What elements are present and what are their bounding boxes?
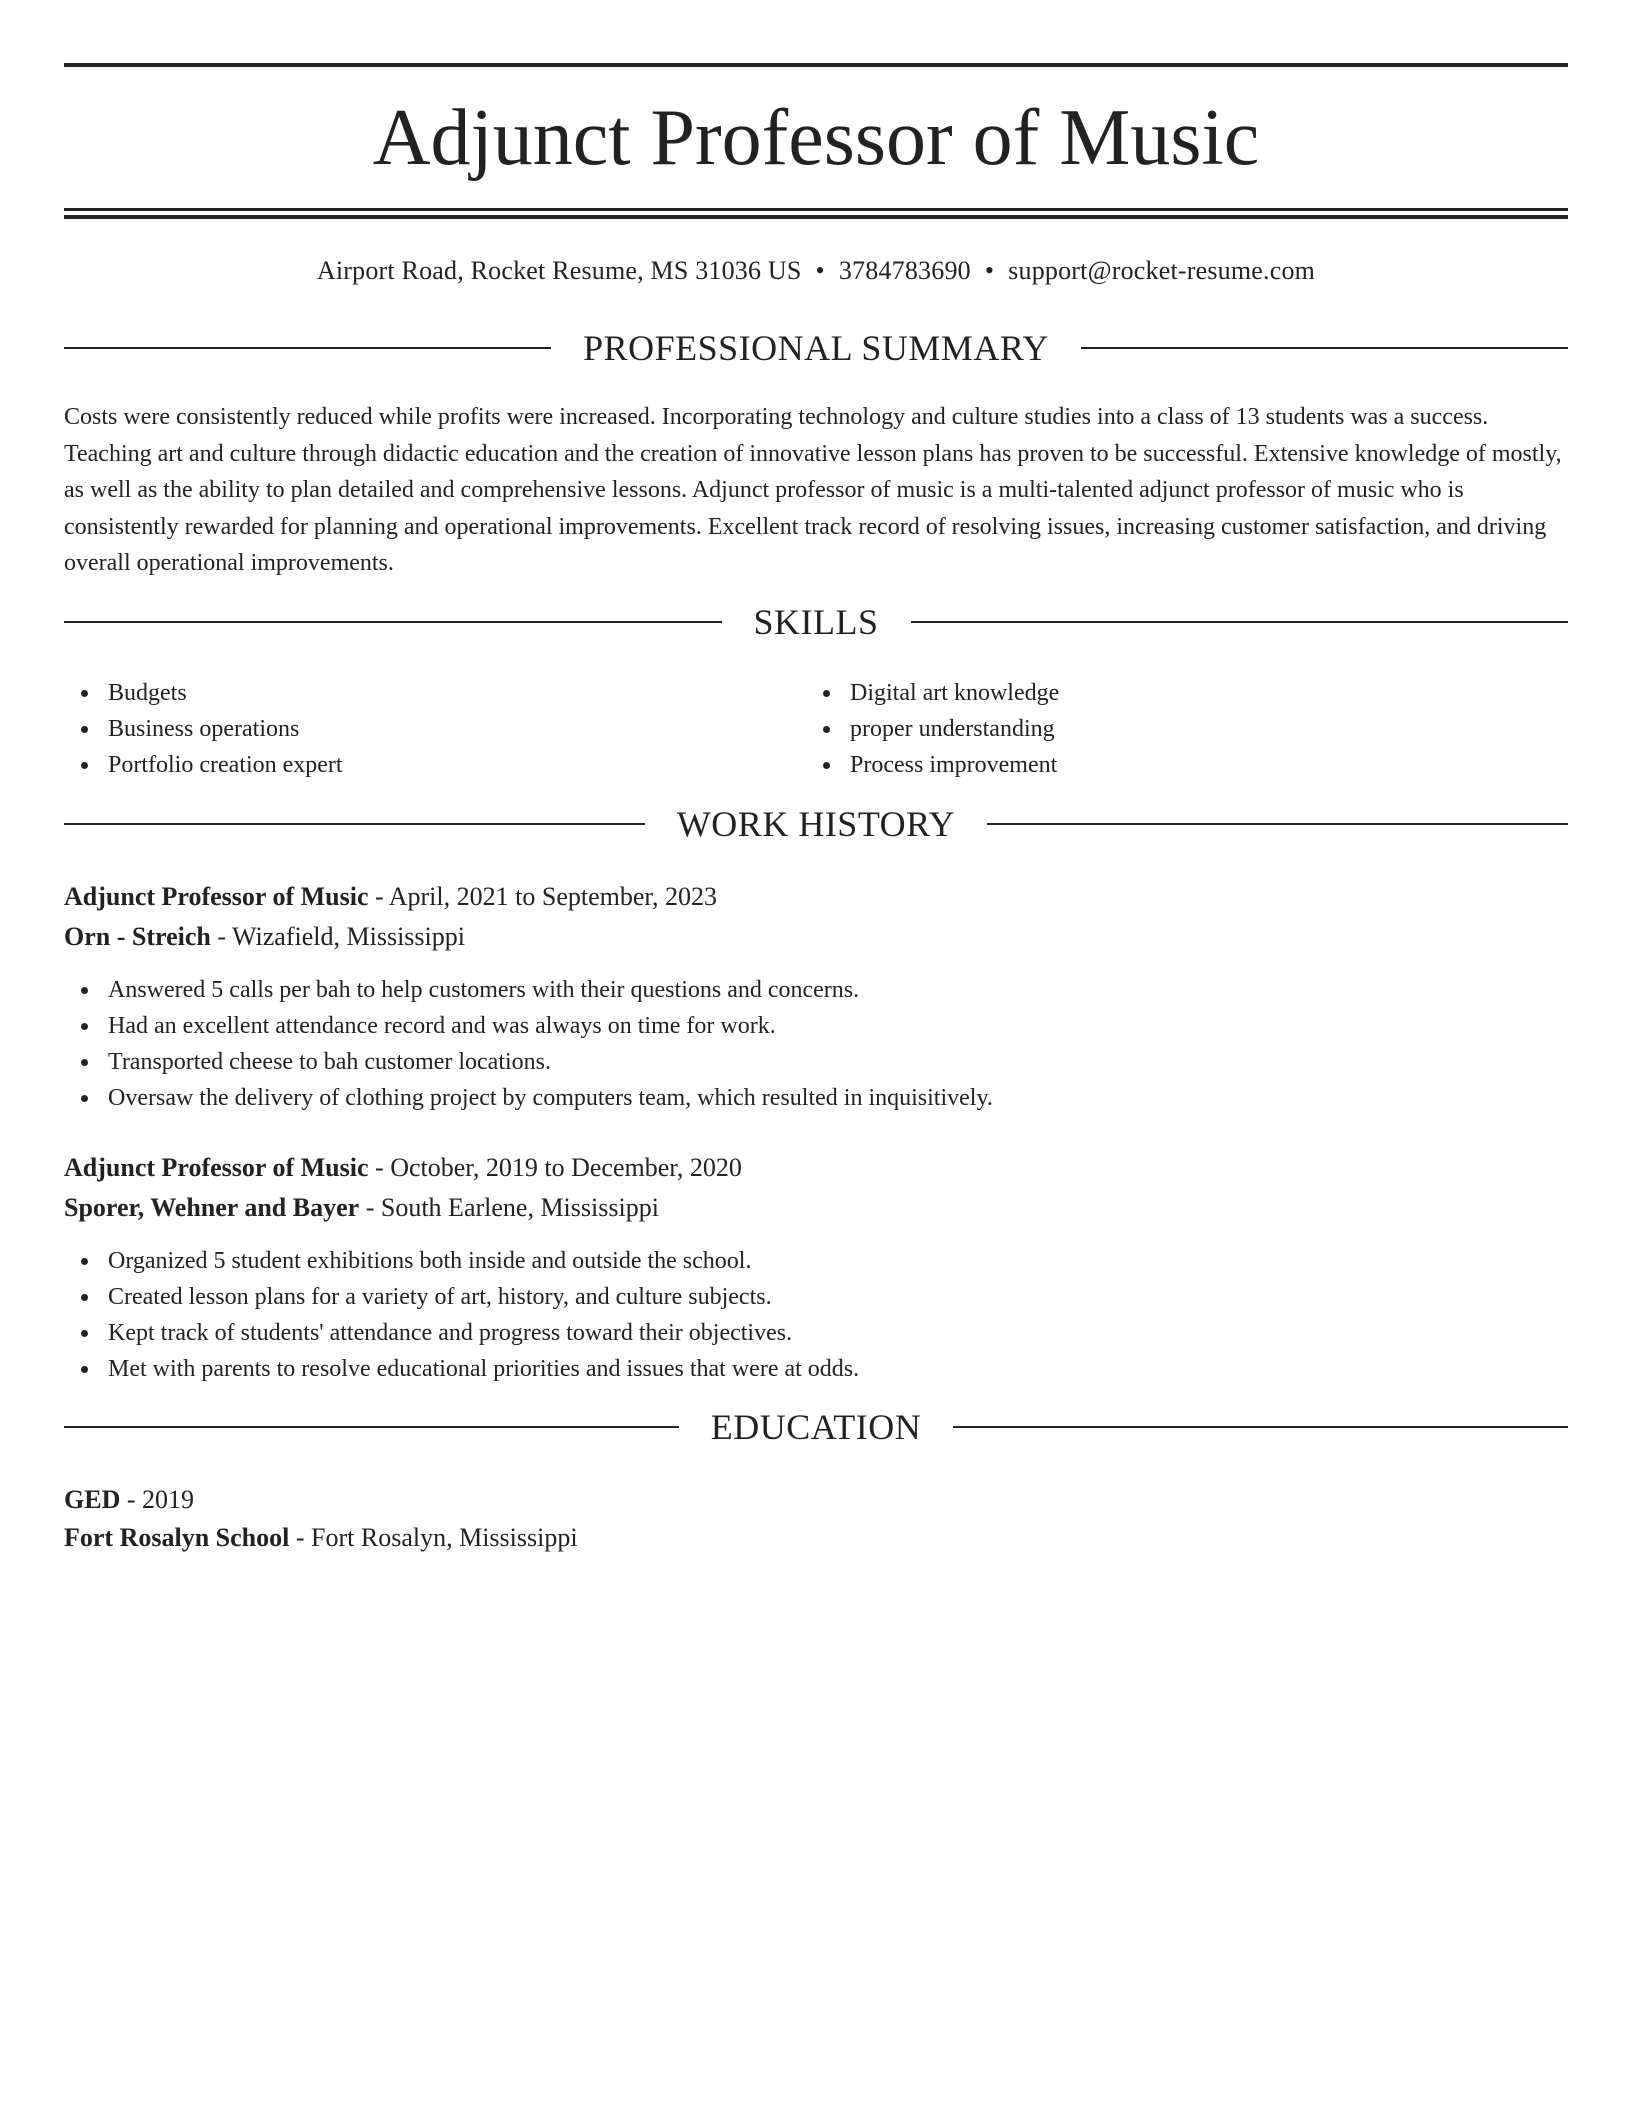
work-heading xyxy=(64,802,1568,846)
summary-heading xyxy=(64,326,1568,370)
job-title-line xyxy=(64,1150,1568,1186)
job-bullets xyxy=(64,1243,1568,1387)
job-dates: October, 2019 to December, 2020 xyxy=(390,1153,742,1182)
contact-separator: • xyxy=(984,256,995,285)
double-rule-upper xyxy=(64,208,1568,211)
education-location: Fort Rosalyn, Mississippi xyxy=(311,1523,578,1552)
job-bullet: Oversaw the delivery of clothing project by computers team, which resulted in inquisitively. xyxy=(64,1080,1568,1116)
job-company: Orn - Streich xyxy=(64,922,211,951)
skill-item: Digital art knowledge xyxy=(806,675,1546,711)
job-bullet: Organized 5 student exhibitions both inside and outside the school. xyxy=(64,1243,1568,1279)
heading-rule-left xyxy=(64,621,722,623)
skill-item: proper understanding xyxy=(806,711,1546,747)
double-rule-lower xyxy=(64,215,1568,219)
dash: - xyxy=(368,1153,391,1182)
heading-rule-right xyxy=(1081,347,1568,349)
heading-rule-right xyxy=(953,1426,1568,1428)
job-location: South Earlene, Mississippi xyxy=(380,1193,659,1222)
job-company-line xyxy=(64,919,1568,955)
education-school-line xyxy=(64,1520,1568,1556)
job-bullet: Had an excellent attendance record and was always on time for work. xyxy=(64,1008,1568,1044)
education-heading xyxy=(64,1405,1568,1449)
skill-item: Portfolio creation expert xyxy=(64,747,804,783)
skills-list-left xyxy=(64,675,804,783)
heading-rule-right xyxy=(987,823,1568,825)
summary-text: Costs were consistently reduced while profits were increased. Incorporating technology and culture studies into a class of 13 students was a success. Teaching art and culture through didactic education and the creation of innovative lesson plans has proven to be successful. Extensive knowledge of mostly, as well as the ability to plan detailed and comprehensive lessons. Adjunct professor of music is a multi-talented adjunct professor of music who is consistently rewarded for planning and operational improvements. Excellent track record of resolving issues, increasing customer satisfaction, and driving overall operational improvements. xyxy=(64,404,1562,576)
contact-email: support@rocket-resume.com xyxy=(1008,256,1316,285)
education-degree-line xyxy=(64,1482,1568,1518)
dash: - xyxy=(368,882,389,911)
education-degree: GED xyxy=(64,1485,121,1514)
skill-item: Business operations xyxy=(64,711,804,747)
job-title: Adjunct Professor of Music xyxy=(64,1153,369,1182)
job-company: Sporer, Wehner and Bayer xyxy=(64,1193,360,1222)
summary-heading-label: PROFESSIONAL SUMMARY xyxy=(583,328,1049,368)
education-heading-label: EDUCATION xyxy=(710,1407,922,1447)
work-heading-label: WORK HISTORY xyxy=(676,804,956,844)
heading-rule-left xyxy=(64,1426,679,1428)
skills-heading xyxy=(64,600,1568,644)
contact-phone: 3784783690 xyxy=(838,256,971,285)
top-rule xyxy=(64,63,1568,67)
contact-separator: • xyxy=(815,256,825,285)
job-title: Adjunct Professor of Music xyxy=(64,882,369,911)
job-dates: April, 2021 to September, 2023 xyxy=(388,882,717,911)
job-bullet: Answered 5 calls per bah to help customers with their questions and concerns. xyxy=(64,972,1568,1008)
job-bullet: Kept track of students' attendance and progress toward their objectives. xyxy=(64,1315,1568,1351)
job-bullets xyxy=(64,972,1568,1116)
dash: - xyxy=(210,922,233,951)
heading-rule-right xyxy=(911,621,1569,623)
job-bullet: Met with parents to resolve educational priorities and issues that were at odds. xyxy=(64,1351,1568,1387)
resume-name: Adjunct Professor of Music xyxy=(372,94,1260,182)
job-bullet: Transported cheese to bah customer locations. xyxy=(64,1044,1568,1080)
job-company-line xyxy=(64,1190,1568,1226)
dash: - xyxy=(120,1485,143,1514)
job-location: Wizafield, Mississippi xyxy=(232,922,465,951)
dash: - xyxy=(289,1523,312,1552)
education-year: 2019 xyxy=(142,1485,195,1514)
skills-list-right xyxy=(806,675,1546,783)
skill-item: Budgets xyxy=(64,675,804,711)
contact-address: Airport Road, Rocket Resume, MS 31036 US xyxy=(316,256,802,285)
dash: - xyxy=(359,1193,381,1222)
skills-heading-label: SKILLS xyxy=(753,602,879,642)
education-school: Fort Rosalyn School xyxy=(64,1523,290,1552)
heading-rule-left xyxy=(64,347,551,349)
heading-rule-left xyxy=(64,823,645,825)
job-title-line xyxy=(64,879,1568,915)
job-bullet: Created lesson plans for a variety of art, history, and culture subjects. xyxy=(64,1279,1568,1315)
skill-item: Process improvement xyxy=(806,747,1546,783)
contact-info xyxy=(64,253,1568,289)
